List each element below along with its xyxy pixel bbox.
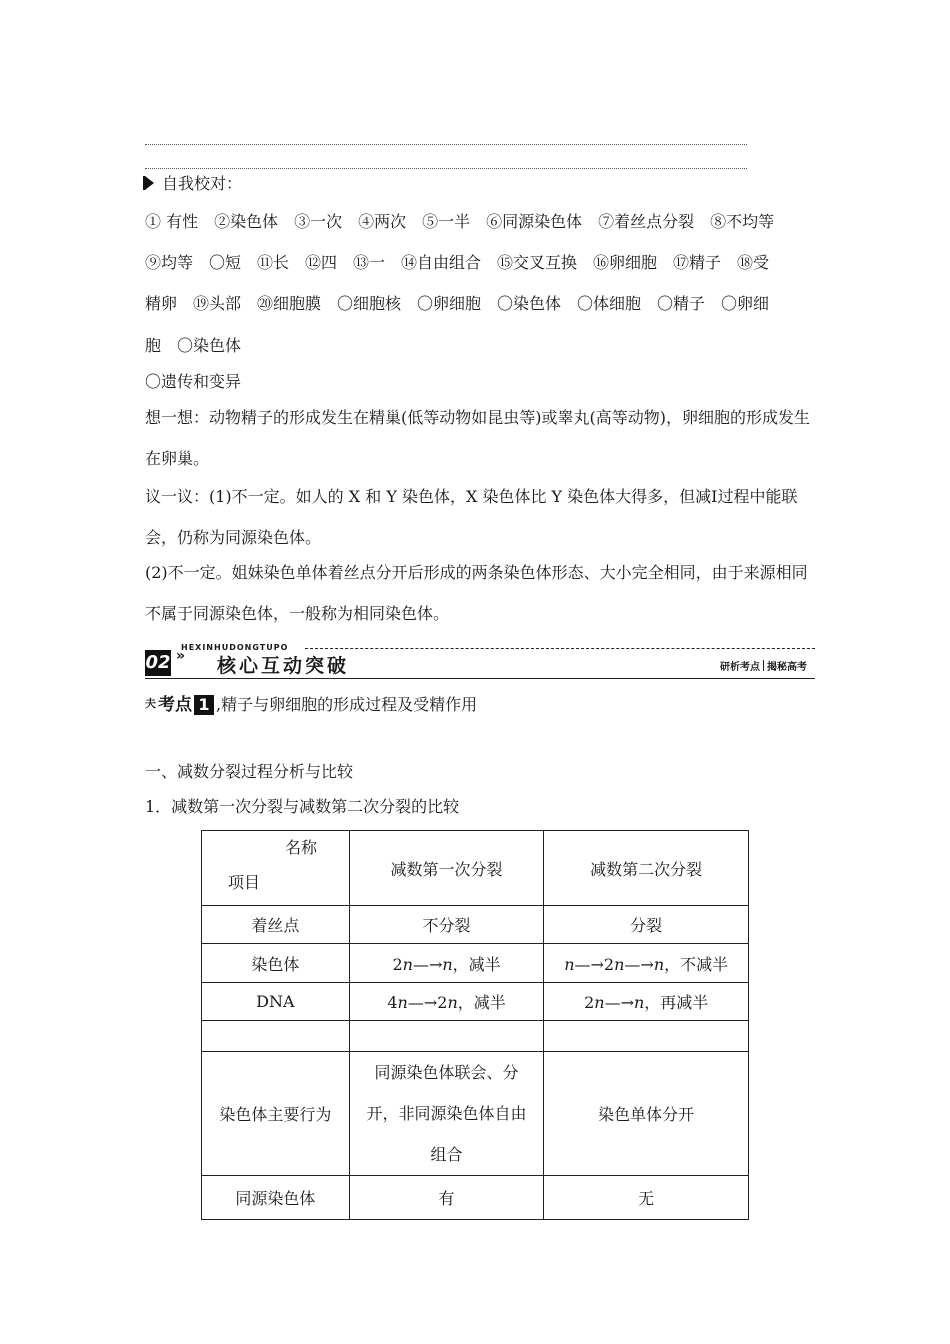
kaodian-title: ,精子与卵细胞的形成过程及受精作用 [216,695,478,714]
answers-line-4: 胞 〇染色体 [145,336,242,355]
table-row [202,906,749,944]
row-cell-col1 [349,1021,544,1052]
answers-line-1: ① 有性 ②染色体 ③一次 ④两次 ⑤一半 ⑥同源染色体 ⑦着丝点分裂 ⑧不均等 [145,212,775,231]
table-row-empty [202,1021,749,1052]
double-chevron-icon: » [176,648,186,664]
row-cell-col2 [544,1021,749,1052]
table-row [202,944,749,983]
think-paragraph: 想一想：动物精子的形成发生在精巢(低等动物如昆虫等)或睾丸(高等动物)，卵细胞的形成发生在卵巢。 [145,408,810,468]
row-item: 染色体 [202,944,350,983]
self-check-heading: 自我校对： [145,172,242,196]
header-corner-bottom: 项目 [228,873,261,892]
comparison-table [201,830,749,1220]
kaodian-number-badge: 1 [194,695,214,715]
banner-pinyin: HEXINHUDONGTUPO [181,643,289,652]
header-col1: 减数第一次分裂 [349,831,544,906]
answers-line-2: ⑨均等 〇短 ⑪长 ⑫四 ⑬一 ⑭自由组合 ⑮交叉互换 ⑯卵细胞 ⑰精子 ⑱受 [145,253,770,272]
row-cell-col1: 同源染色体联会、分 开，非同源染色体自由 组合 [349,1052,544,1176]
answers-line-5: 〇遗传和变异 [145,372,242,391]
banner-dash-line [305,648,815,649]
kaodian-heading [145,690,477,714]
table-header-row [202,831,749,906]
row-cell-col1: 有 [349,1176,544,1220]
row-cell-col2: 分裂 [544,906,749,944]
table-row [202,983,749,1021]
banner-title: 核心互动突破 [217,655,350,677]
banner-right-left-text: 研析考点 [720,662,760,673]
row-cell-col1: 2n—→n，减半 [349,944,544,983]
answer-blank-line-1 [145,144,747,145]
kaodian-deco: 夫 [145,697,156,710]
header-corner-top: 名称 [285,838,318,857]
section-heading-1-1: 1．减数第一次分裂与减数第二次分裂的比较 [145,797,460,816]
answer-blank-line-2 [145,168,747,169]
triangle-marker-icon [145,176,154,190]
kaodian-label: 考点 [158,695,192,715]
header-col2: 减数第二次分裂 [544,831,749,906]
row-item: 着丝点 [202,906,350,944]
row-item: 染色体主要行为 [202,1052,350,1176]
discuss-paragraph-2: (2)不一定。姐妹染色单体着丝点分开后形成的两条染色体形态、大小完全相同，由于来源相同不属于同源染色体，一般称为相同染色体。 [145,563,808,623]
row-item [202,1021,350,1052]
row-cell-col2: n—→2n—→n，不减半 [544,944,749,983]
banner-number-badge: 02 [145,650,171,676]
table-row [202,1176,749,1220]
discuss-paragraph-1: 议一议：(1)不一定。如人的 X 和 Y 染色体，X 染色体比 Y 染色体大得多，但减Ⅰ过程中能联会，仍称为同源染色体。 [145,487,798,547]
banner-right-tag [720,658,807,673]
row-cell-col1: 不分裂 [349,906,544,944]
row-item: 同源染色体 [202,1176,350,1220]
row-item: DNA [202,983,350,1021]
banner-right-right-text: 揭秘高考 [767,662,807,673]
row-cell-col2: 染色单体分开 [544,1052,749,1176]
header-corner-cell [202,831,350,906]
section-heading-1: 一、减数分裂过程分析与比较 [145,762,354,781]
banner-divider [763,660,764,671]
banner-bottom-rule [145,678,815,679]
row-cell-col2: 2n—→n，再减半 [544,983,749,1021]
row-cell-col1: 4n—→2n，减半 [349,983,544,1021]
row-cell-col2: 无 [544,1176,749,1220]
section-banner [145,642,815,680]
answers-line-3: 精卵 ⑲头部 ⑳细胞膜 〇细胞核 〇卵细胞 〇染色体 〇体细胞 〇精子 〇卵细 [145,294,770,313]
table-row [202,1052,749,1176]
